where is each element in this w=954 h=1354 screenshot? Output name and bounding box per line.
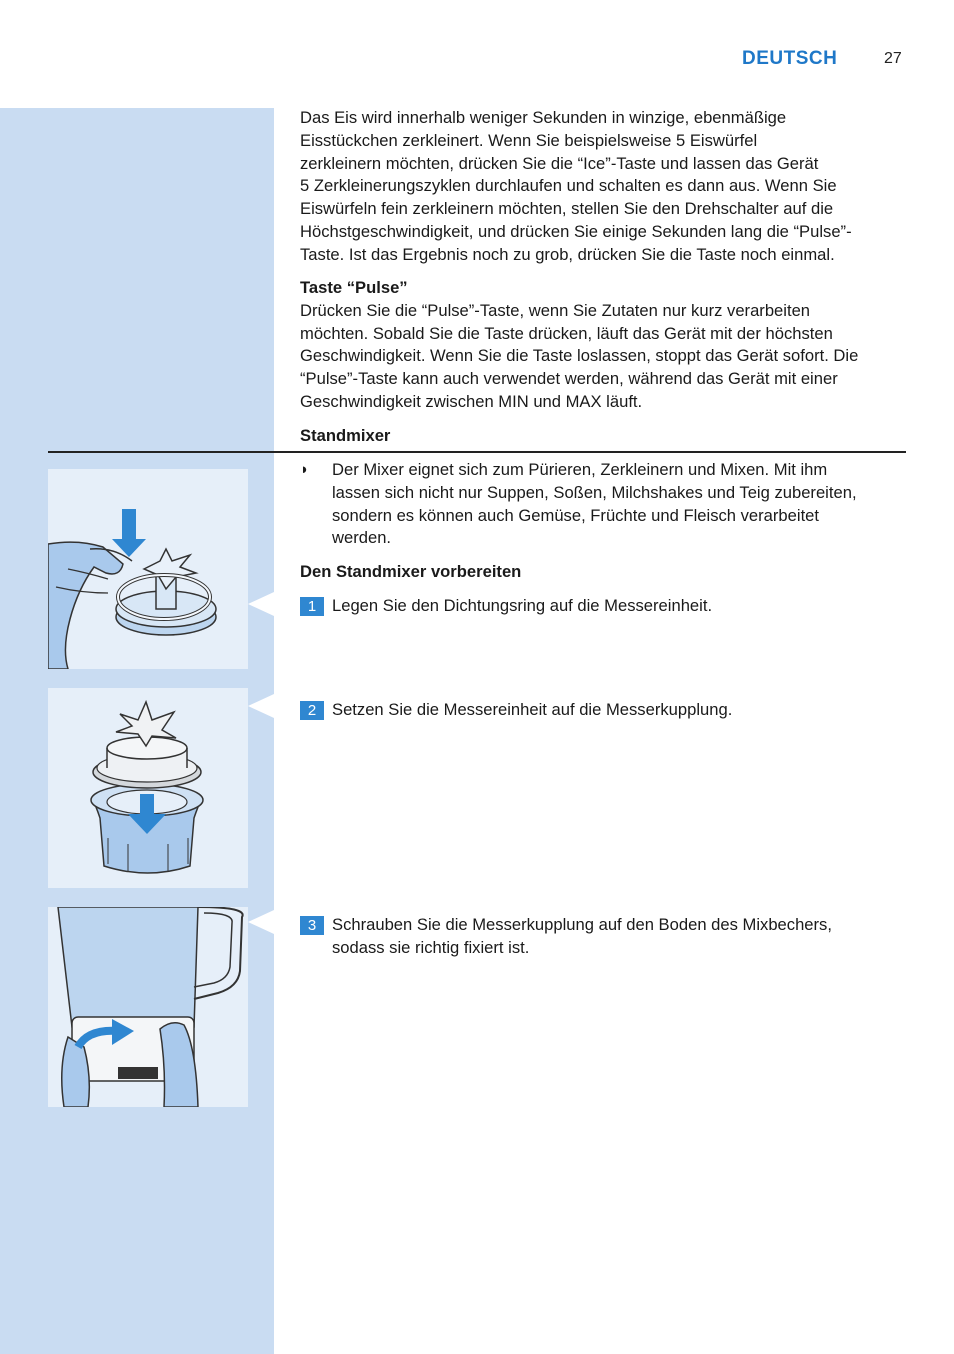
text-line: Legen Sie den Dichtungsring auf die Messereinheit.	[332, 596, 713, 615]
text-line: Geschwindigkeit zwischen MIN und MAX läuft.	[300, 391, 643, 411]
step-number-badge: 1	[300, 597, 324, 616]
text-line: sodass sie richtig fixiert ist.	[332, 937, 530, 957]
text-line: Drücken Sie die “Pulse”-Taste, wenn Sie Zutaten nur kurz verarbeiten	[300, 300, 811, 320]
step-text	[332, 595, 906, 618]
bullet-text	[332, 459, 906, 550]
step-number-badge: 3	[300, 916, 324, 935]
section-divider	[48, 451, 906, 453]
text-line: Schrauben Sie die Messerkupplung auf den Boden des Mixbechers,	[332, 915, 832, 934]
text-line: sondern es können auch Gemüse, Früchte und Fleisch verarbeitet	[332, 505, 820, 525]
intro-paragraph	[300, 107, 900, 267]
prepare-heading: Den Standmixer vorbereiten	[300, 562, 522, 581]
text-line: Höchstgeschwindigkeit, und drücken Sie einige Sekunden lang die “Pulse”-	[300, 221, 852, 241]
callout-pointer	[248, 592, 274, 616]
text-line: Taste. Ist das Ergebnis noch zu grob, drücken Sie die Taste noch einmal.	[300, 244, 835, 264]
figure-screw-coupling	[48, 907, 248, 1107]
pulse-heading: Taste “Pulse”	[300, 278, 408, 297]
text-line: Das Eis wird innerhalb weniger Sekunden in winzige, ebenmäßige	[300, 108, 787, 127]
text-line: möchten. Sobald Sie die Taste drücken, läuft das Gerät mit der höchsten	[300, 323, 833, 343]
callout-pointer	[248, 910, 274, 934]
page-number: 27	[884, 50, 902, 67]
figure-blade-unit	[48, 688, 248, 888]
text-line: Eiswürfeln fein zerkleinern möchten, stellen Sie den Drehschalter auf die	[300, 199, 834, 219]
text-line: Geschwindigkeit. Wenn Sie die Taste loslassen, stoppt das Gerät sofort. Die	[300, 346, 859, 366]
figure-sealing-ring	[48, 469, 248, 669]
text-line: lassen sich nicht nur Suppen, Soßen, Milchshakes und Teig zubereiten,	[332, 482, 857, 502]
callout-pointer	[248, 694, 274, 718]
pulse-section	[300, 277, 900, 414]
bullet-icon: ◗	[300, 461, 310, 478]
text-line: Eisstückchen zerkleinert. Wenn Sie beispielsweise 5 Eiswürfel	[300, 130, 758, 150]
text-line: Der Mixer eignet sich zum Pürieren, Zerkleinern und Mixen. Mit ihm	[332, 460, 828, 479]
standmixer-heading: Standmixer	[300, 426, 391, 445]
language-label: DEUTSCH	[742, 48, 838, 69]
text-line: zerkleinern möchten, drücken Sie die “Ice”-Taste und lassen das Gerät	[300, 153, 819, 173]
text-line: 5 Zerkleinerungszyklen durchlaufen und schalten es dann aus. Wenn Sie	[300, 176, 837, 196]
step-number-badge: 2	[300, 701, 324, 720]
text-line: werden.	[332, 528, 392, 548]
text-line: Setzen Sie die Messereinheit auf die Messerkupplung.	[332, 700, 733, 719]
step-text	[332, 699, 906, 722]
text-line: “Pulse”-Taste kann auch verwendet werden, während das Gerät mit einer	[300, 369, 838, 389]
step-text	[332, 914, 906, 960]
